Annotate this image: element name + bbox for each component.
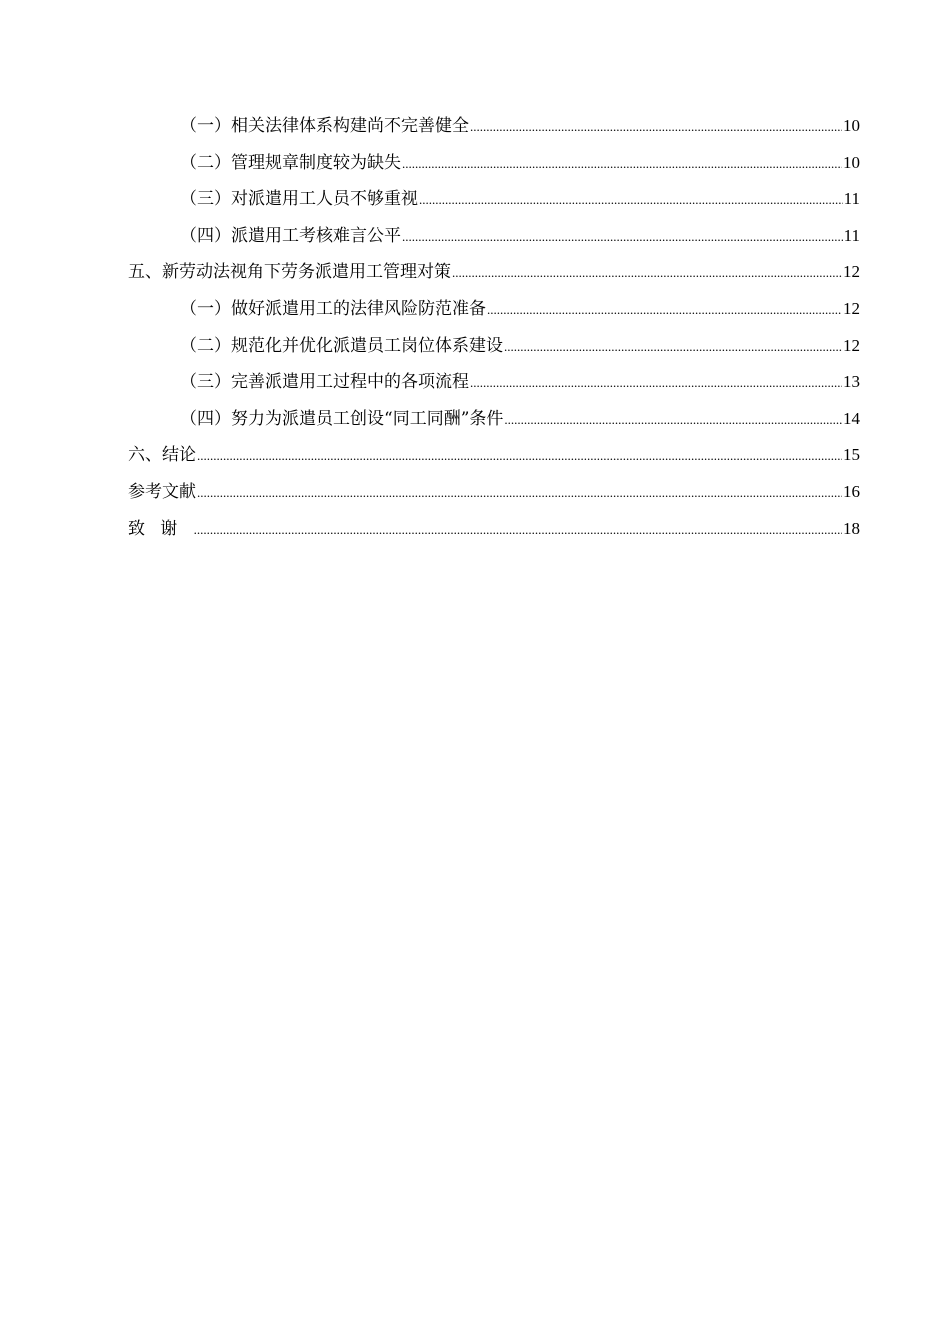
table-of-contents [128,108,860,547]
toc-entry-title: （一）做好派遣用工的法律风险防范准备 [180,298,486,319]
toc-dot-leader [402,146,842,183]
toc-dot-leader [504,402,842,439]
toc-entry-title: （一）相关法律体系构建尚不完善健全 [180,116,469,136]
toc-entry[interactable] [128,511,860,548]
toc-dot-leader [487,292,842,329]
toc-page-number: 13 [843,372,860,392]
toc-entry[interactable] [128,328,860,365]
toc-page-number: 12 [843,298,860,318]
toc-entry[interactable] [128,291,860,328]
toc-entry[interactable] [128,437,860,474]
toc-page-number: 16 [843,481,860,501]
toc-page-number: 11 [843,225,860,245]
toc-entry-title: （四）派遣用工考核难言公平 [180,225,401,246]
toc-page-number: 15 [843,445,860,465]
toc-page-number: 10 [843,116,860,135]
toc-entry[interactable] [128,401,860,438]
toc-dot-leader [197,475,842,512]
toc-page-number: 12 [843,262,860,282]
toc-entry[interactable] [128,364,860,401]
toc-entry-title: （三）完善派遣用工过程中的各项流程 [180,372,469,393]
toc-dot-leader [504,329,842,366]
toc-entry[interactable] [128,181,860,218]
toc-entry[interactable] [128,108,860,145]
toc-entry-title: 致谢 [128,518,193,539]
toc-entry-title: （二）规范化并优化派遣员工岗位体系建设 [180,335,503,356]
toc-entry-title: 参考文献 [128,481,196,502]
toc-entry-title: 六、结论 [128,445,196,466]
toc-dot-leader [470,109,842,146]
toc-entry-title: （二）管理规章制度较为缺失 [180,152,401,173]
toc-page-number: 12 [843,335,860,355]
toc-dot-leader [402,219,843,256]
toc-entry-title: 五、新劳动法视角下劳务派遣用工管理对策 [128,262,451,283]
toc-entry[interactable] [128,254,860,291]
toc-entry-title: （三）对派遣用工人员不够重视 [180,189,418,210]
toc-dot-leader [419,182,843,219]
toc-entry-title: （四）努力为派遣员工创设“同工同酬”条件 [180,408,504,429]
toc-dot-leader [470,365,842,402]
toc-entry[interactable] [128,474,860,511]
toc-page-number: 10 [843,152,860,172]
toc-page-number: 18 [843,518,860,538]
toc-dot-leader [197,438,842,475]
toc-dot-leader [194,512,842,549]
toc-entry[interactable] [128,218,860,255]
toc-dot-leader [452,255,842,292]
toc-page-number: 14 [843,408,860,428]
toc-page-number: 11 [843,189,860,209]
toc-entry[interactable] [128,145,860,182]
